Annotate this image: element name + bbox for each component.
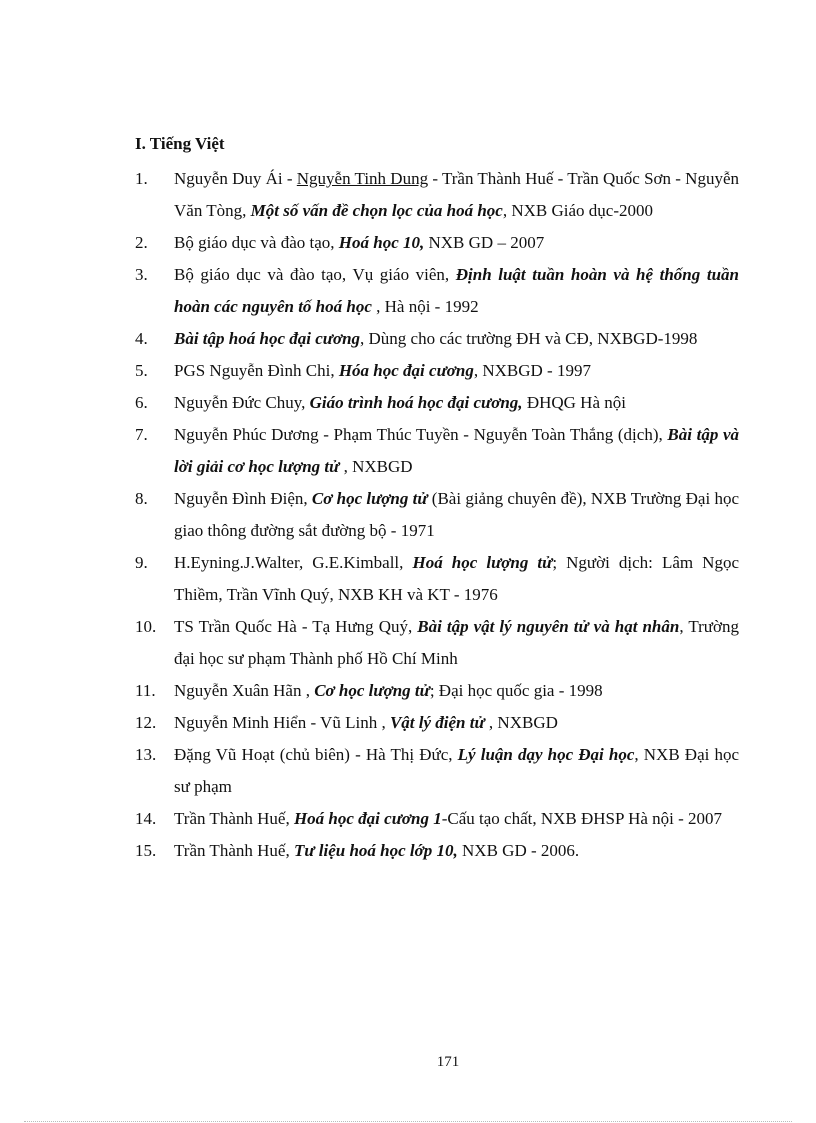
reference-text: Nguyễn Duy Ái - xyxy=(174,169,297,188)
reference-text: Trần Thành Huế, xyxy=(174,809,294,828)
reference-number: 10. xyxy=(135,617,157,636)
reference-item xyxy=(135,547,739,611)
reference-item xyxy=(135,483,739,547)
reference-item xyxy=(135,739,739,803)
reference-item xyxy=(135,163,739,227)
reference-text: Nguyễn Đình Điện, xyxy=(174,489,312,508)
reference-text: NXB GD – 2007 xyxy=(424,233,545,252)
reference-text: Bộ giáo dục và đào tạo, xyxy=(174,233,339,252)
reference-item xyxy=(135,355,739,387)
reference-item xyxy=(135,323,739,355)
reference-title: Giáo trình hoá học đại cương, xyxy=(309,393,523,412)
reference-list xyxy=(135,163,739,867)
reference-title: Tư liệu hoá học lớp 10, xyxy=(293,841,458,860)
reference-text: , Hà nội - 1992 xyxy=(371,297,479,316)
reference-item xyxy=(135,611,739,675)
reference-item xyxy=(135,803,739,835)
reference-number: 3. xyxy=(135,265,148,284)
reference-text: Nguyễn Minh Hiển - Vũ Linh , xyxy=(174,713,390,732)
reference-text: Nguyễn Xuân Hãn , xyxy=(174,681,315,700)
reference-title: Bài tập vật lý nguyên tử và hạt nhân xyxy=(417,617,680,636)
reference-author-underlined: Nguyễn Tinh Dung xyxy=(296,169,429,188)
reference-text: PGS Nguyễn Đình Chi, xyxy=(174,361,339,380)
reference-text: - Trần Thành Huế - Trần Quốc Sơn - Nguyễn Văn Tòng, xyxy=(174,169,740,220)
reference-title: Cơ học lượng tử xyxy=(311,489,428,508)
reference-item xyxy=(135,707,739,739)
reference-number: 14. xyxy=(135,809,157,828)
reference-text: -Cấu tạo chất, NXB ĐHSP Hà nội - 2007 xyxy=(441,809,723,828)
page-number: 171 xyxy=(436,1054,460,1070)
reference-text: H.Eyning.J.Walter, G.E.Kimball, xyxy=(174,553,413,572)
reference-item xyxy=(135,835,739,867)
reference-item xyxy=(135,227,739,259)
reference-title: Hoá học 10, xyxy=(338,233,425,252)
reference-number: 4. xyxy=(135,329,148,348)
reference-title: Định luật tuần hoàn và hệ thống tuần hoàn các nguyên tố hoá học xyxy=(174,265,739,316)
reference-text: , NXB Giáo dục-2000 xyxy=(502,201,653,220)
reference-item xyxy=(135,675,739,707)
section-heading: I. Tiếng Việt xyxy=(135,134,225,153)
reference-text: ; Người dịch: Lâm Ngọc Thiềm, Trần Vĩnh Quý, NXB KH và KT - 1976 xyxy=(174,553,740,604)
reference-text: TS Trần Quốc Hà - Tạ Hưng Quý, xyxy=(174,617,418,636)
reference-title: Hoá học lượng tử xyxy=(412,553,553,572)
reference-text: , Dùng cho các trường ĐH và CĐ, NXBGD-1998 xyxy=(360,329,698,348)
reference-number: 15. xyxy=(135,841,157,860)
reference-text: Đặng Vũ Hoạt (chủ biên) - Hà Thị Đức, xyxy=(174,745,458,764)
reference-text: Bộ giáo dục và đào tạo, Vụ giáo viên, xyxy=(174,265,456,284)
reference-number: 9. xyxy=(135,553,148,572)
reference-item xyxy=(135,419,739,483)
reference-text: ; Đại học quốc gia - 1998 xyxy=(429,681,603,700)
reference-number: 2. xyxy=(135,233,148,252)
reference-number: 13. xyxy=(135,745,157,764)
reference-number: 7. xyxy=(135,425,148,444)
reference-number: 6. xyxy=(135,393,148,412)
reference-number: 12. xyxy=(135,713,157,732)
reference-title: Một số vấn đề chọn lọc của hoá học xyxy=(250,201,503,220)
reference-title: Hoá học đại cương 1 xyxy=(293,809,442,828)
reference-text: NXB GD - 2006. xyxy=(457,841,580,860)
reference-title: Bài tập và lời giải cơ học lượng tử xyxy=(174,425,739,476)
reference-number: 8. xyxy=(135,489,148,508)
reference-text: , NXBGD - 1997 xyxy=(473,361,591,380)
reference-text: Trần Thành Huế, xyxy=(174,841,294,860)
reference-number: 11. xyxy=(135,681,156,700)
reference-item xyxy=(135,259,739,323)
reference-text: (Bài giảng chuyên đề), NXB Trường Đại học giao thông đường sắt đường bộ - 1971 xyxy=(174,489,739,540)
reference-title: Lý luận dạy học Đại học xyxy=(457,745,635,764)
reference-title: Vật lý điện tử xyxy=(389,713,485,732)
reference-text: , NXBGD xyxy=(484,713,558,732)
reference-number: 5. xyxy=(135,361,148,380)
reference-text: , NXB Đại học sư phạm xyxy=(174,745,740,796)
reference-text: ĐHQG Hà nội xyxy=(522,393,626,412)
reference-item xyxy=(135,387,739,419)
reference-text: , NXBGD xyxy=(339,457,413,476)
page-bottom-divider xyxy=(24,1121,792,1122)
reference-number: 1. xyxy=(135,169,148,188)
reference-title: Cơ học lượng tử xyxy=(314,681,430,700)
reference-text: , Trường đại học sư phạm Thành phố Hồ Chí Minh xyxy=(174,617,739,668)
reference-title: Hóa học đại cương xyxy=(338,361,474,380)
reference-text: Nguyễn Đức Chuy, xyxy=(174,393,310,412)
reference-title: Bài tập hoá học đại cương xyxy=(174,329,361,348)
reference-text: Nguyễn Phúc Dương - Phạm Thúc Tuyền - Nguyễn Toàn Thắng (dịch), xyxy=(174,425,668,444)
